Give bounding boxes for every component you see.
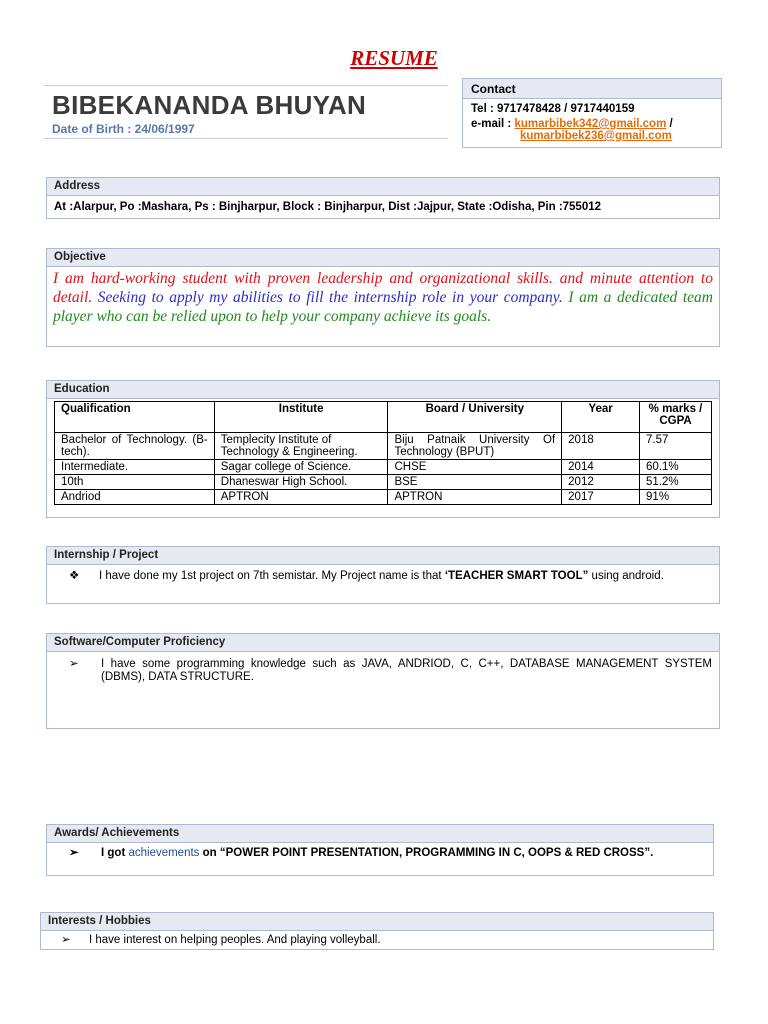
objective-part-2: Seeking to apply my abilities to fill the internship role in your company.	[92, 289, 563, 306]
cell-institute: Sagar college of Science.	[214, 460, 388, 475]
interests-heading: Interests / Hobbies	[41, 913, 713, 931]
contact-email-row	[463, 118, 721, 130]
email-link-2[interactable]: kumarbibek236@gmail.com	[520, 130, 672, 142]
contact-tel: Tel : 9717478428 / 9717440159	[471, 103, 635, 115]
software-text: I have some programming knowledge such as JAVA, ANDRIOD, C, C++, DATABASE MANAGEMENT SYSTEM (DBMS), DATA STRUCTURE.	[101, 658, 712, 683]
cell-board: APTRON	[388, 490, 562, 505]
arrow-bullet-icon: ➢	[69, 847, 79, 859]
interests-text: I have interest on helping peoples. And playing volleyball.	[89, 934, 381, 946]
cell-marks: 7.57	[640, 433, 712, 460]
objective-part-1: I am hard-working student with proven leadership and organizational skills. and minute attention to detail.	[53, 270, 713, 306]
contact-heading: Contact	[463, 79, 721, 99]
table-header-row	[55, 402, 712, 433]
cell-marks: 91%	[640, 490, 712, 505]
contact-box	[462, 78, 722, 148]
cell-board: Biju Patnaik University Of Technology (BPUT)	[388, 433, 562, 460]
arrow-bullet-icon: ➢	[61, 934, 71, 946]
cell-qualification: Andriod	[55, 490, 215, 505]
objective-section	[46, 248, 720, 347]
awards-highlight: achievements	[128, 847, 200, 859]
software-section	[46, 633, 720, 729]
awards-text-after: on “POWER POINT PRESENTATION, PROGRAMMING IN C, OOPS & RED CROSS”.	[199, 847, 654, 859]
internship-heading: Internship / Project	[47, 547, 719, 565]
cell-institute: Templecity Institute of Technology & Engineering.	[214, 433, 388, 460]
awards-text-before: I got	[101, 847, 129, 859]
objective-part-3: I am a dedicated team player who can be relied upon to help your company achieve its goals.	[53, 289, 713, 325]
education-table	[54, 401, 712, 505]
email-separator: /	[666, 118, 673, 130]
objective-heading: Objective	[47, 249, 719, 267]
table-row	[55, 460, 712, 475]
project-name: ‘TEACHER SMART TOOL”	[444, 570, 589, 582]
cell-qualification: Intermediate.	[55, 460, 215, 475]
awards-text	[93, 847, 706, 860]
address-section	[46, 177, 720, 219]
col-marks: % marks / CGPA	[640, 402, 712, 433]
software-item	[47, 658, 719, 684]
awards-heading: Awards/ Achievements	[47, 825, 713, 843]
awards-section	[46, 824, 714, 876]
address-heading: Address	[47, 178, 719, 196]
email-link-1[interactable]: kumarbibek342@gmail.com	[514, 118, 667, 130]
resume-title: RESUME	[350, 46, 438, 70]
arrow-bullet-icon: ➢	[69, 658, 79, 670]
date-of-birth: Date of Birth : 24/06/1997	[52, 122, 195, 136]
contact-email-row-2	[463, 130, 721, 142]
cell-marks: 51.2%	[640, 475, 712, 490]
table-row	[55, 490, 712, 505]
software-heading: Software/Computer Proficiency	[47, 634, 719, 652]
education-section	[46, 380, 720, 518]
cell-year: 2014	[562, 460, 640, 475]
cell-qualification: Bachelor of Technology. (B-tech).	[55, 433, 215, 460]
table-row	[55, 475, 712, 490]
awards-item	[47, 847, 713, 860]
diamond-bullet-icon: ❖	[69, 570, 80, 582]
internship-text-before: I have done my 1st project on 7th semistar. My Project name is that	[99, 570, 445, 582]
interests-item	[41, 934, 713, 947]
internship-text-after: using android.	[588, 570, 664, 582]
cell-year: 2012	[562, 475, 640, 490]
internship-text	[93, 570, 719, 583]
interests-section	[40, 912, 714, 950]
cell-institute: APTRON	[214, 490, 388, 505]
cell-board: BSE	[388, 475, 562, 490]
cell-qualification: 10th	[55, 475, 215, 490]
cell-board: CHSE	[388, 460, 562, 475]
cell-institute: Dhaneswar High School.	[214, 475, 388, 490]
objective-text	[47, 267, 719, 328]
table-row	[55, 433, 712, 460]
internship-section	[46, 546, 720, 604]
cell-year: 2018	[562, 433, 640, 460]
col-qualification: Qualification	[55, 402, 215, 433]
candidate-name: BIBEKANANDA BHUYAN	[52, 90, 367, 120]
col-year: Year	[562, 402, 640, 433]
education-heading: Education	[47, 381, 719, 399]
internship-item	[47, 570, 719, 583]
email-label: e-mail :	[471, 118, 515, 130]
name-bottom-rule	[44, 138, 448, 139]
col-institute: Institute	[214, 402, 388, 433]
address-text: At :Alarpur, Po :Mashara, Ps : Binjharpur, Block : Binjharpur, Dist :Jajpur, State :Odisha, Pin :755012	[54, 201, 602, 213]
cell-year: 2017	[562, 490, 640, 505]
name-top-rule	[44, 85, 448, 86]
cell-marks: 60.1%	[640, 460, 712, 475]
col-board: Board / University	[388, 402, 562, 433]
